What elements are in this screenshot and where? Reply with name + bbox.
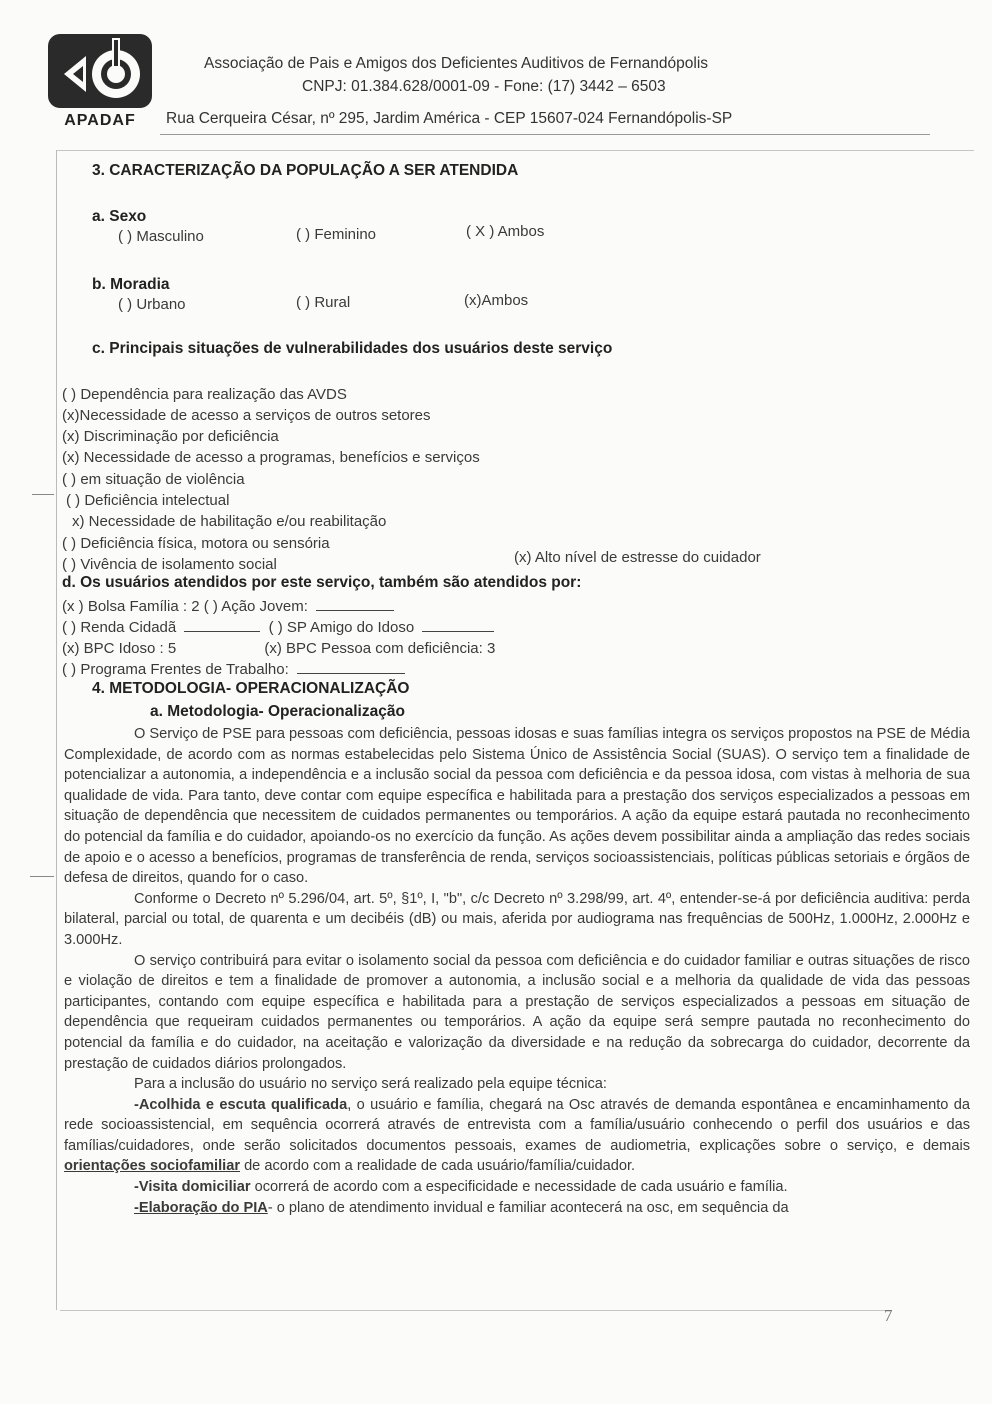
paragraph-2: Conforme o Decreto nº 5.296/04, art. 5º, §1º, I, "b", c/c Decreto nº 3.298/99, art. 4º, entender-se-á por deficiência auditiva: perda bilateral, parcial ou total, de quarenta e um decibéis (dB) ou mais, aferida por audiograma nas frequências de 500Hz, 1.000Hz, 2.000Hz e 3.000Hz.	[64, 890, 970, 948]
checkbox-feminino: ( ) Feminino	[296, 226, 377, 243]
org-name: Associação de Pais e Amigos dos Deficientes Auditivos de Fernandópolis	[204, 55, 709, 72]
methodology-text	[64, 724, 970, 1218]
frame-bottom	[60, 1310, 890, 1311]
section-3-title: 3. CARACTERIZAÇÃO DA POPULAÇÃO A SER ATENDIDA	[92, 162, 519, 179]
pia-text: - o plano de atendimento invidual e familiar acontecerá na osc, em sequência da	[267, 1199, 789, 1216]
moradia-label: b. Moradia	[92, 276, 170, 293]
paragraph-1: O Serviço de PSE para pessoas com deficiência, pessoas idosas e suas famílias integra os serviços propostos na PSE de Média Complexidade, de acordo com as normas estabelecidas pelo Sistema Único de Assistência Social (SUAS). O serviço tem a finalidade de potencializar a autonomia, a independência e a inclusão social da pessoa com deficiência e da pessoa idosa, com vistas à melhoria de sua qualidade de vida. Para tanto, deve contar com equipe específica e habilitada para a prestação dos serviços especializados a pessoas em situação de dependência que necessitem de cuidados permanentes ou temporários. A ação da equipe estará pautada no reconhecimento do potencial da família e do cuidador, apoiando-os no exercício da função. As ações devem possibilitar ainda a ampliação das redes sociais de apoio e o acesso a benefícios, programas de transferência de renda, serviços socioassistenciais, políticas públicas setoriais e órgãos de defesa de direitos, quando for o caso.	[64, 726, 970, 887]
vuln-item: x) Necessidade de habilitação e/ou reabilitação	[72, 513, 387, 530]
section-4-title: 4. METODOLOGIA- OPERACIONALIZAÇÃO	[92, 680, 410, 697]
bpc-idoso: (x) BPC Idoso : 5	[62, 640, 177, 657]
checkbox-urbano: ( ) Urbano	[118, 296, 186, 313]
paragraph-4: Para a inclusão do usuário no serviço será realizado pela equipe técnica:	[134, 1076, 607, 1093]
vuln-item-estresse: (x) Alto nível de estresse do cuidador	[514, 549, 761, 566]
apadaf-logo	[46, 32, 154, 128]
paragraph-acolhida	[64, 1095, 970, 1177]
vuln-item: (x) Necessidade de acesso a programas, benefícios e serviços	[62, 449, 480, 466]
margin-mark	[30, 876, 54, 877]
blank-line	[316, 610, 394, 611]
ear-logo-icon	[46, 32, 154, 110]
atendidos-label: d. Os usuários atendidos por este serviço, também são atendidos por:	[62, 574, 582, 591]
acolhida-text: , o usuário e família, chegará na Osc através de demanda espontânea e encaminhamento da rede socioassistencial, em sequência ocorrerá através de entrevista com a família/usuário conhecendo o perfil dos usuários e das famílias/cuidadores, onde serão solicitados documentos pessoais, exames de audiometria, explicações sobre o serviço, e demais	[64, 1096, 970, 1154]
orientacoes-sociofamiliar: orientações sociofamiliar	[64, 1158, 241, 1175]
vuln-item: ( ) Deficiência física, motora ou sensória	[62, 535, 330, 552]
renda-cidada: ( ) Renda Cidadã	[62, 619, 177, 636]
visita-text: ocorrerá de acordo com a especificidade e necessidade de cada usuário e família.	[250, 1179, 788, 1196]
paragraph-pia	[64, 1198, 970, 1219]
atendidos-row-1	[62, 598, 394, 615]
page-number: 7	[884, 1306, 893, 1325]
atendidos-row-2	[62, 619, 494, 636]
blank-line	[422, 631, 494, 632]
acolhida-tail: de acordo com a realidade de cada usuário/família/cuidador.	[240, 1158, 636, 1175]
bolsa-familia-acao-jovem: (x ) Bolsa Família : 2 ( ) Ação Jovem:	[62, 598, 308, 615]
frame-left	[56, 150, 57, 1310]
section-4-subtitle: a. Metodologia- Operacionalização	[150, 703, 405, 720]
blank-line	[184, 631, 260, 632]
vuln-item: ( ) Deficiência intelectual	[66, 492, 230, 509]
checkbox-masculino: ( ) Masculino	[118, 228, 204, 245]
paragraph-3: O serviço contribuirá para evitar o isolamento social da pessoa com deficiência e do cuidador familiar e outras situações de risco e violação de direitos e tem a finalidade de promover a autonomia, a inclusão social e a melhoria da qualidade de vida das pessoas participantes, contando com equipe específica e habilitada para a prestação de serviços especializados a pessoas em situação de dependência que requeiram cuidados permanentes ou temporários. A ação da equipe será sempre pautada no reconhecimento do potencial da família e do cuidador, na aceitação e valorização da diversidade e na redução da sobrecarga do cuidador, decorrente da prestação de cuidados diários prolongados.	[64, 952, 970, 1072]
acolhida-heading: -Acolhida e escuta qualificada	[134, 1096, 348, 1113]
frame-top	[56, 150, 974, 151]
sp-amigo-do-idoso: ( ) SP Amigo do Idoso	[268, 619, 415, 636]
header-rule	[160, 134, 930, 135]
programa-frentes-trabalho: ( ) Programa Frentes de Trabalho:	[62, 661, 289, 678]
atendidos-row-3	[62, 640, 495, 657]
checkbox-ambos: ( X ) Ambos	[466, 223, 545, 240]
margin-mark	[32, 494, 54, 495]
sexo-label: a. Sexo	[92, 208, 147, 225]
cnpj-phone: CNPJ: 01.384.628/0001-09 - Fone: (17) 3442 – 6503	[302, 78, 666, 95]
checkbox-moradia-ambos: (x)Ambos	[464, 292, 529, 309]
blank-line	[297, 673, 405, 674]
vuln-item: (x)Necessidade de acesso a serviços de outros setores	[62, 407, 431, 424]
bpc-pessoa-deficiencia: (x) BPC Pessoa com deficiência: 3	[264, 640, 496, 657]
vuln-item: ( ) Dependência para realização das AVDS	[62, 386, 347, 403]
vulnerabilidades-label: c. Principais situações de vulnerabilidades dos usuários deste serviço	[92, 340, 613, 357]
paragraph-visita	[64, 1177, 970, 1198]
logo-text: APADAF	[64, 112, 136, 129]
address-line: Rua Cerqueira César, nº 295, Jardim América - CEP 15607-024 Fernandópolis-SP	[166, 110, 733, 127]
visita-heading: -Visita domiciliar	[134, 1179, 251, 1196]
vuln-item: ( ) em situação de violência	[62, 471, 245, 488]
pia-heading: -Elaboração do PIA	[134, 1199, 268, 1216]
vuln-item: (x) Discriminação por deficiência	[62, 428, 279, 445]
atendidos-row-4	[62, 661, 405, 678]
vuln-item: ( ) Vivência de isolamento social	[62, 556, 277, 573]
checkbox-rural: ( ) Rural	[296, 294, 351, 311]
